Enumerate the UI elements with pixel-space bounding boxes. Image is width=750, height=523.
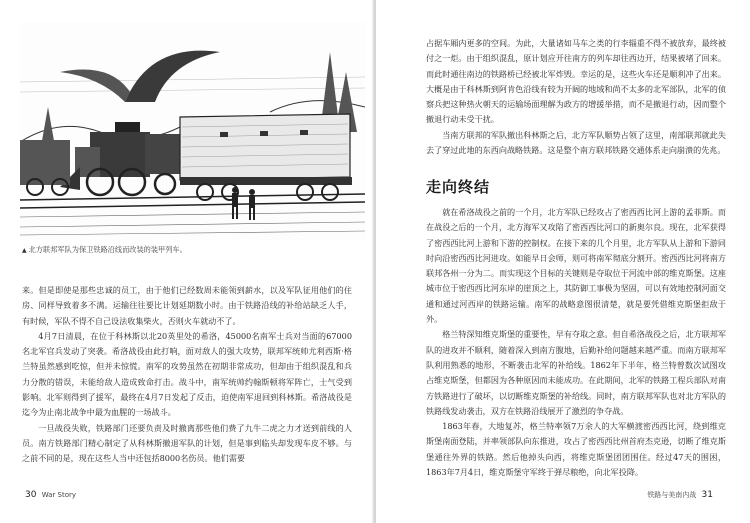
running-head: 铁路与美南内战 [647,491,697,499]
paragraph: 来。但是即使是那些忠诚的员工，由于他们已经数周未能领到薪水，以及军队征用他们的住房、同样导致着多不满。运输往往要比计划延期数小时。由于铁路沿线的补给站缺乏人手，有时候，军队不得不自己设法收集柴火，否则火车就动不了。 [22,285,352,326]
running-head: War Story [41,491,77,499]
left-page [0,0,374,523]
caption-triangle-icon: ▲ [22,247,27,254]
paragraph: 就在希洛战役之前的一个月，北方军队已经攻占了密西西比河上游的孟菲斯。而在战役之后的一个月，北方海军又攻陷了密西西比河口的新奥尔良。现在，北军获得了密西西比河上游和下游的控制权。在接下来的几个月里，北方军队从上游和下游同时向沿密西西比河进攻。如能早日会师，则可将南军彻底分割开。密西西比河将南方联邦各州一分为二。而实现这个目标的关键则是夺取位于河流中部的维克斯堡。这座城市位于密西西比河东岸的崖顶之上，其防御工事极为坚固，可以有效地控制河面交通和通过河西岸的铁路运输。南军的战略意图很清楚，就是要凭借维克斯堡拒敌于外。 [426,207,726,325]
paragraph: 占据车厢内更多的空间。为此，大量诸如马车之类的行李辎重不得不被放弃，最终被付之一炬。由于组织混乱，原计划应开往南方的列车却往西边开，结果被堵了回来。而此时通往南边的铁路桥已经被北军炸毁。幸运的是，这些火车还是顺利冲了出来。大概是由于科林斯到阿肯色沿线有较为开阔的地域和尚不太多的北军部队，北军的侦察兵把这种热火朝天的运输场面理解为政方的增援举措，而不是撤退行动，因而整个撤退行动未受干扰。 [426,38,726,125]
paragraph: 4月7日清晨，在位于科林斯以北20英里处的希洛，45000名南军士兵对当面的67000名北军官兵发动了突袭。希洛战役由此打响，面对敌人的强大攻势，联邦军统帅尤利西斯·格兰特虽然感到吃惊，但并未惊慌。南军的攻势虽然在初期非常成功，但却由于组织混乱和兵力分散的错误，未能给敌人造成致命打击。战斗中，南军统帅约翰斯顿将军阵亡，士气受到影响。北军则得到了援军，最终在4月7日发起了反击，迫使南军退回到科林斯。希洛战役是迄今为止南北战争中最为血腥的一场战斗。 [22,330,352,418]
paragraph: 一旦战役失败，铁路部门还要负责及时撤离那些他们费了九牛二虎之力才送到前线的人员。南方铁路部门精心制定了从科林斯撤退军队的计划，但是事到临头却发现车皮不够。与之前不同的是，现在这些人当中还包括8000名伤员。他们需要 [22,422,352,464]
page-number: 30 [25,490,37,500]
paragraph: 1863年春，大地复苏，格兰特率领7万余人的大军横渡密西西比河，绕到维克斯堡南面登陆，并率领部队向东推进，攻占了密西西比州首府杰克逊，切断了维克斯堡通往外界的铁路。然后他掉头向西，将维克斯堡团团围住。经过47天的围困，1863年7月4日，维克斯堡守军终于弹尽粮绝，向北军投降。 [426,421,726,478]
right-footer [647,490,716,500]
paragraph: 当南方联邦的军队撤出科林斯之后，北方军队顺势占领了这里，南部联邦就此失去了穿过此地的东西向战略铁路。这是整个南方联邦铁路交通体系走向崩溃的先兆。 [426,129,726,156]
right-body-text [426,205,726,480]
caption-text: 北方联邦军队为保卫铁路沿线而改装的装甲列车。 [28,245,187,254]
right-top-text [426,36,726,158]
illustration-caption [22,245,362,255]
left-body-text [22,283,352,467]
paragraph: 格兰特深知维克斯堡的重要性，早有夺取之意。但自希洛战役之后，北方联邦军队的进攻并不顺利，随着深入到南方腹地，后勤补给问题越来越严重。而南方联邦军队利用熟悉的地形，不断袭击北军的补给线。1862年下半年，格兰特曾数次试图攻占维克斯堡，但都因为各种原因而未能成功。在此期间，北军的铁路工程兵部队对南方铁路进行了破坏，以切断维克斯堡的补给线。同时，南方联邦军队也对北方军队的铁路线发动袭击，双方在铁路沿线展开了激烈的争夺战。 [426,329,726,416]
section-title: 走向终结 [426,178,491,196]
armored-train-illustration [20,22,365,240]
left-footer [22,490,76,500]
page-number: 31 [701,490,713,500]
